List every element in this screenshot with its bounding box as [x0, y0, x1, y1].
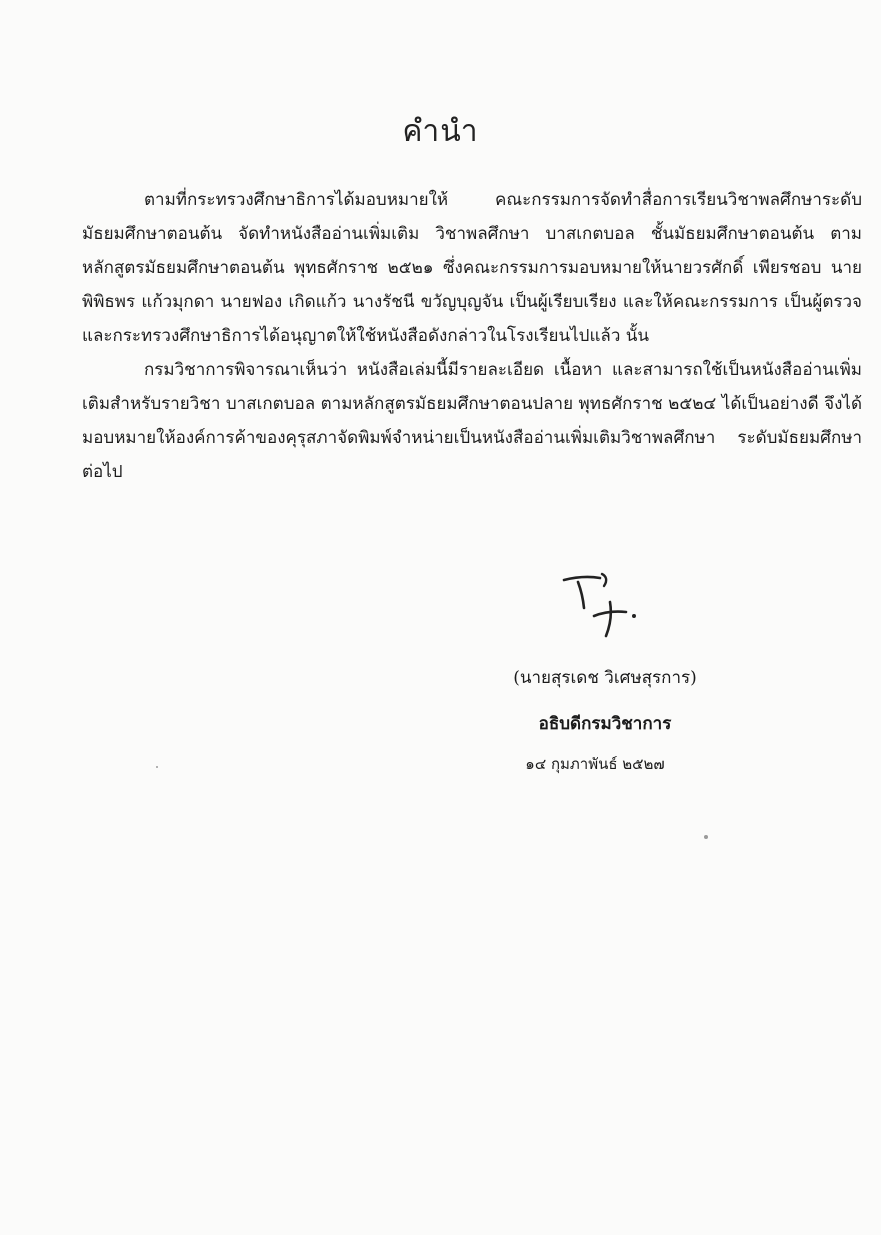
signatory-position: อธิบดีกรมวิชาการ — [538, 714, 672, 734]
page-title: คำนำ — [402, 114, 479, 149]
handwritten-signature — [562, 568, 652, 643]
signature-date: ๑๔ กุมภาพันธ์ ๒๕๒๗ — [525, 755, 665, 773]
paragraph-2: กรมวิชาการพิจารณาเห็นว่า หนังสือเล่มนี้มีรายละเอียด เนื้อหา และสามารถใช้เป็นหนังสืออ่านเพิ่มเติมสำหรับรายวิชา บาสเกตบอล ตามหลักสูตรมัธยมศึกษาตอนปลาย พุทธศักราช ๒๕๒๔ ได้เป็นอย่างดี จึงได้มอบหมายให้องค์การค้าของคุรุสภาจัดพิมพ์จำหน่ายเป็นหนังสืออ่านเพิ่มเติมวิชาพลศึกษา ระดับมัธยมศึกษา ต่อไป — [82, 360, 862, 482]
paragraph-1: ตามที่กระทรวงศึกษาธิการได้มอบหมายให้ คณะกรรมการจัดทำสื่อการเรียนวิชาพลศึกษาระดับมัธยมศึกษาตอนต้น จัดทำหนังสืออ่านเพิ่มเติม วิชาพลศึกษา บาสเกตบอล ชั้นมัธยมศึกษาตอนต้น ตามหลักสูตรมัธยมศึกษาตอนต้น พุทธศักราช ๒๕๒๑ ซึ่งคณะกรรมการมอบหมายให้นายวรศักดิ์ เพียรชอบ นายพิพิธพร แก้วมุกดา นายฟอง เกิดแก้ว นางรัชนี ขวัญบุญจัน เป็นผู้เรียบเรียง และให้คณะกรรมการ เป็นผู้ตรวจ และกระทรวงศึกษาธิการได้อนุญาตให้ใช้หนังสือดังกล่าวในโรงเรียนไปแล้ว นั้น — [82, 190, 862, 346]
signatory-name: (นายสุรเดช วิเศษสุรการ) — [513, 668, 697, 688]
paper-speck — [156, 766, 158, 768]
preface-body — [82, 183, 862, 489]
paper-speck — [704, 835, 708, 839]
